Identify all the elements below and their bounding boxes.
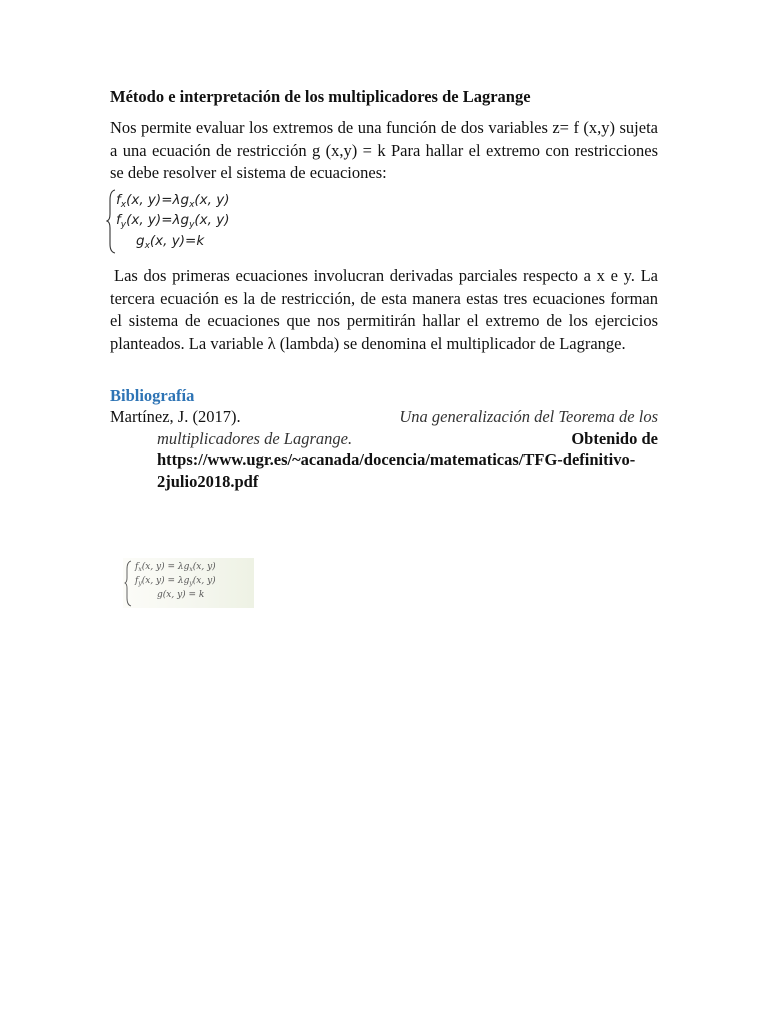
equation-image xyxy=(123,558,254,608)
bibliography-url-line-2[interactable]: 2julio2018.pdf xyxy=(157,471,259,491)
intro-paragraph: Nos permite evaluar los extremos de una función de dos variables z= f (x,y) sujeta a una ecuación de restricción g (x,y) = k Para hallar el extremo con restricciones se debe resolver el sistema de ecuaciones: xyxy=(110,118,658,182)
bibliography-line-2 xyxy=(110,428,658,450)
bibliography-line-1 xyxy=(110,406,658,428)
bibliography-heading: Bibliografía xyxy=(110,386,195,405)
explanation-paragraph: Las dos primeras ecuaciones involucran derivadas parciales respecto a x e y. La tercera ecuación es la de restricción, de esta manera estas tres ecuaciones forman el sistema de ecuaciones que nos permitirán hallar el extremo de los ejercicios planteados. La variable λ (lambda) se denomina el multiplicador de Lagrange. xyxy=(110,266,658,353)
bibliography-author: Martínez, J. (2017). xyxy=(110,407,241,426)
bibliography-url-line-1[interactable]: https://www.ugr.es/~acanada/docencia/matematicas/TFG-definitivo- xyxy=(157,450,636,469)
image-left-brace-icon xyxy=(123,558,133,608)
equation-line-3: $g_x(x$, y)=k xyxy=(136,233,205,251)
section-title: Método e interpretación de los multiplicadores de Lagrange xyxy=(110,87,531,106)
bibliography-title-part2: multiplicadores de Lagrange. xyxy=(157,428,353,448)
bibliography-title-part1: Una generalización del Teorema de los xyxy=(399,407,658,426)
bibliography-obtained-label: Obtenido de xyxy=(571,428,658,448)
equation-line-2: $f_y(x$, $y)=\lambda g_y(x$, y) xyxy=(116,212,230,230)
bibliography-entry xyxy=(110,406,658,492)
image-equation-line-2: $f_y(x$, $y) = \lambda g_y(x$, y) xyxy=(135,576,216,587)
image-equation-line-3: g(x, y) = k xyxy=(157,590,205,600)
image-equation-line-1: $f_x(x$, $y) = \lambda g_x(x$, y) xyxy=(135,562,216,573)
equation-system xyxy=(106,188,296,254)
equation-line-1: $f_x(x$, $y)=\lambda g_x(x$, y) xyxy=(116,192,230,210)
